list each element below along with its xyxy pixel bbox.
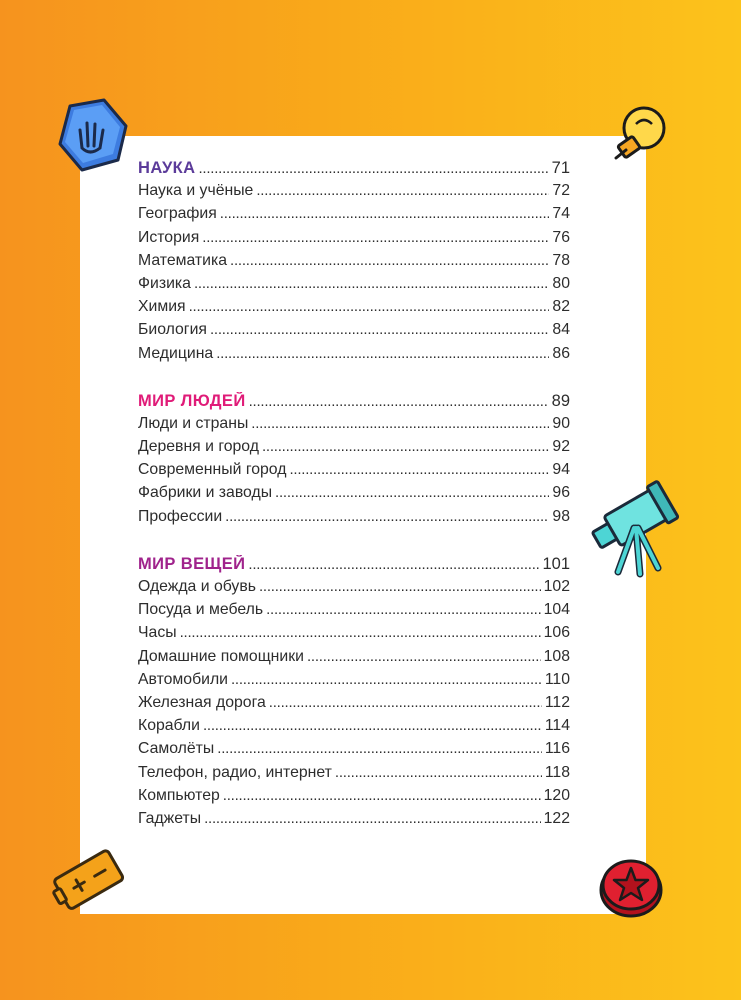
toc-item[interactable]: [138, 461, 570, 484]
toc-item[interactable]: [138, 252, 570, 275]
toc-item-label: Деревня и город: [138, 438, 259, 456]
toc-item[interactable]: [138, 624, 570, 647]
toc-item[interactable]: [138, 740, 570, 763]
toc-page-number: 86: [552, 344, 570, 362]
toc-item[interactable]: [138, 648, 570, 671]
toc-item-label: Автомобили: [138, 670, 228, 688]
dot-leader: [180, 624, 541, 641]
toc-page-number: 101: [542, 554, 570, 573]
dot-leader: [203, 717, 542, 734]
toc-item-label: Биология: [138, 321, 207, 339]
toc-page-number: 110: [544, 670, 570, 688]
toc-page-number: 90: [552, 414, 570, 432]
hand-block-icon: [52, 96, 132, 176]
dot-leader: [256, 182, 549, 199]
table-of-contents: [138, 159, 570, 833]
dot-leader: [230, 252, 549, 269]
toc-item-label: Гаджеты: [138, 809, 202, 827]
toc-item[interactable]: [138, 787, 570, 810]
toc-item-label: Фабрики и заводы: [138, 484, 273, 502]
toc-item-label: Физика: [138, 274, 191, 292]
toc-item-label: Медицина: [138, 344, 214, 362]
dot-leader: [248, 556, 539, 573]
toc-page-number: 80: [552, 274, 570, 292]
dot-leader: [210, 321, 549, 338]
toc-page-number: 106: [543, 624, 570, 642]
toc-item[interactable]: [138, 484, 570, 507]
toc-item[interactable]: [138, 182, 570, 205]
toc-item-label: Посуда и мебель: [138, 601, 264, 619]
toc-item-label: Современный город: [138, 461, 287, 479]
toc-item[interactable]: [138, 508, 570, 531]
telescope-icon: [578, 462, 688, 580]
section-gap: [138, 531, 570, 555]
toc-item[interactable]: [138, 321, 570, 344]
toc-item[interactable]: [138, 438, 570, 461]
dot-leader: [289, 461, 549, 478]
toc-page-number: 71: [551, 159, 570, 177]
toc-page-number: 98: [552, 507, 570, 525]
dot-leader: [251, 415, 549, 432]
toc-item-label: Домашние помощники: [138, 647, 304, 665]
toc-item-label: Часы: [138, 624, 177, 642]
toc-page-number: 96: [552, 484, 570, 502]
dot-leader: [275, 484, 549, 501]
toc-page-number: 72: [552, 182, 570, 200]
lightbulb-icon: [604, 98, 676, 170]
toc-page-number: 89: [551, 391, 570, 410]
dot-leader: [259, 578, 541, 595]
toc-item-label: Корабли: [138, 717, 200, 735]
toc-item[interactable]: [138, 601, 570, 624]
section-gap: [138, 368, 570, 392]
toc-heading-label: МИР ВЕЩЕЙ: [138, 554, 246, 573]
toc-item-label: Телефон, радио, интернет: [138, 763, 332, 781]
toc-item[interactable]: [138, 229, 570, 252]
dot-leader: [266, 601, 541, 618]
toc-page-number: 102: [543, 578, 570, 595]
toc-item[interactable]: [138, 205, 570, 228]
toc-item[interactable]: [138, 275, 570, 298]
dot-leader: [249, 393, 549, 410]
toc-item-label: История: [138, 228, 200, 246]
toc-section-heading[interactable]: [138, 392, 570, 415]
dot-leader: [189, 298, 550, 315]
toc-page-number: 82: [552, 298, 570, 316]
toc-item-label: Химия: [138, 298, 186, 316]
toc-item[interactable]: [138, 694, 570, 717]
dot-leader: [202, 229, 549, 246]
toc-page-number: 120: [543, 786, 570, 804]
toc-section-heading[interactable]: [138, 159, 570, 182]
toc-page-number: 116: [544, 740, 570, 758]
toc-item-label: География: [138, 205, 217, 223]
toc-item-label: Самолёты: [138, 740, 215, 758]
toc-page-number: 112: [544, 693, 570, 711]
toc-page-number: 118: [544, 763, 570, 781]
dot-leader: [223, 787, 541, 804]
toc-section-veschi: [138, 555, 570, 833]
toc-page-number: 78: [552, 251, 570, 269]
star-button-icon: [596, 852, 666, 922]
toc-section-lyudi: [138, 392, 570, 531]
battery-icon: [48, 838, 132, 922]
toc-heading-label: МИР ЛЮДЕЙ: [138, 391, 246, 410]
toc-item-label: Компьютер: [138, 786, 220, 804]
toc-page-number: 108: [543, 647, 570, 665]
toc-section-heading[interactable]: [138, 555, 570, 578]
toc-item[interactable]: [138, 810, 570, 833]
toc-page-number: 104: [543, 601, 570, 619]
dot-leader: [220, 205, 550, 222]
dot-leader: [262, 438, 549, 455]
toc-item-label: Люди и страны: [138, 414, 249, 432]
dot-leader: [194, 275, 549, 292]
toc-item[interactable]: [138, 345, 570, 368]
dot-leader: [269, 694, 542, 711]
toc-item-label: Железная дорога: [138, 693, 266, 711]
toc-item[interactable]: [138, 415, 570, 438]
toc-item[interactable]: [138, 578, 570, 601]
toc-item[interactable]: [138, 717, 570, 740]
dot-leader: [204, 810, 541, 827]
toc-item-label: Профессии: [138, 507, 223, 525]
toc-page-number: 94: [552, 461, 570, 479]
dot-leader: [307, 648, 541, 665]
dot-leader: [335, 764, 542, 781]
dot-leader: [225, 508, 549, 525]
dot-leader: [217, 740, 542, 757]
toc-item-label: Наука и учёные: [138, 182, 254, 200]
toc-item[interactable]: [138, 298, 570, 321]
toc-item[interactable]: [138, 671, 570, 694]
toc-item-label: Математика: [138, 251, 228, 269]
toc-page-number: 122: [543, 809, 570, 827]
toc-heading-label: НАУКА: [138, 159, 196, 177]
dot-leader: [216, 345, 549, 362]
toc-page-number: 74: [552, 205, 570, 223]
toc-page-number: 92: [552, 438, 570, 456]
toc-section-nauka: [138, 159, 570, 368]
toc-page-number: 76: [552, 228, 570, 246]
dot-leader: [231, 671, 542, 688]
toc-item-label: Одежда и обувь: [138, 578, 256, 595]
toc-item[interactable]: [138, 764, 570, 787]
toc-page-number: 114: [544, 717, 570, 735]
toc-page-number: 84: [552, 321, 570, 339]
dot-leader: [198, 160, 548, 177]
